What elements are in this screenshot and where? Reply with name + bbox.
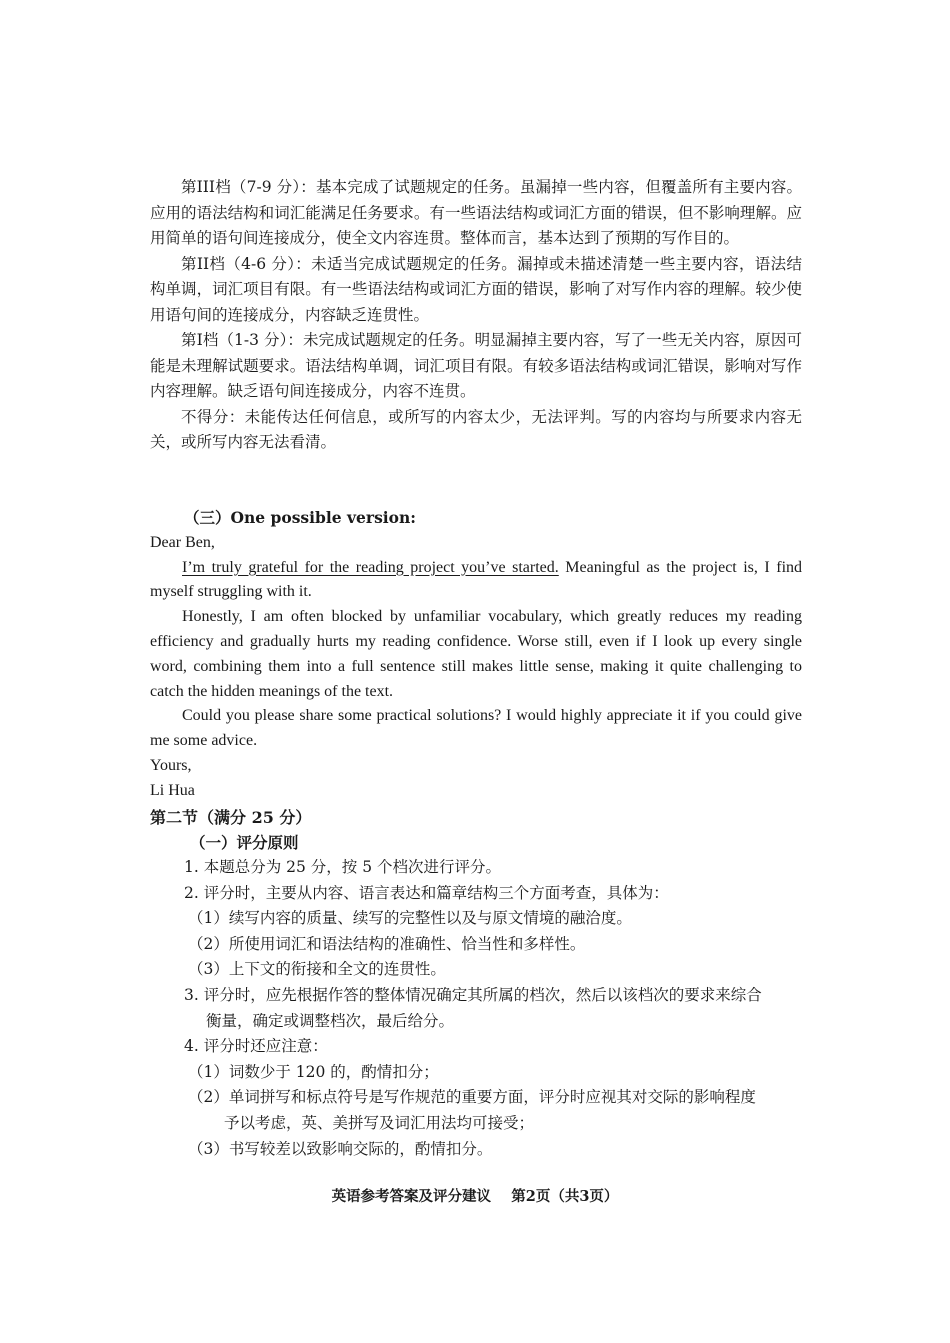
sample-heading: （三）One possible version:: [184, 508, 417, 527]
zero-score-description: 不得分：未能传达任何信息，或所写的内容太少，无法评判。写的内容均与所要求内容无关，或所写内容无法看清。: [150, 407, 802, 451]
level-1-description: 第I档（1-3 分）：未完成试题规定的任务。明显漏掉主要内容，写了一些无关内容，原因可能是未理解试题要求。语法结构单调，词汇项目有限。有较多语法结构或词汇错误，影响对写作内容理解。缺乏语句间连接成分，内容不连贯。: [150, 331, 802, 400]
section-2-title: 第二节（满分 25 分）: [150, 808, 312, 827]
rule-2-sub-3: （3）上下文的衔接和全文的连贯性。: [188, 960, 446, 979]
rule-2-sub-1: （1）续写内容的质量、续写的完整性以及与原文情境的融洽度。: [188, 909, 632, 928]
letter-closing: Yours,: [150, 756, 192, 774]
rule-4: 4. 评分时还应注意：: [184, 1037, 328, 1056]
paragraph-1-rest: Meaningful as the project is, I find myself struggling with it.: [150, 558, 803, 601]
rule-4-sub-2-line-2: 予以考虑，英、美拼写及词汇用法均可接受；: [224, 1113, 535, 1132]
letter-greeting: Dear Ben,: [150, 533, 215, 551]
letter-paragraph-2: Honestly, I am often blocked by unfamiliar vocabulary, which greatly reduces my reading efficiency and gradually hurts my reading confidence. Worse still, even if I look up every single word, combining them into a full sentence still makes little sense, making it quite challenging to catch the hidden meanings of the text.: [150, 608, 802, 700]
rule-2-sub-2: （2）所使用词汇和语法结构的准确性、恰当性和多样性。: [188, 934, 586, 953]
level-3-description: 第III档（7-9 分）：基本完成了试题规定的任务。虽漏掉一些内容，但覆盖所有主要内容。应用的语法结构和词汇能满足任务要求。有一些语法结构或词汇方面的错误，但不影响理解。应用简单的语句间连接成分，使全文内容连贯。整体而言，基本达到了预期的写作目的。: [150, 178, 802, 247]
letter-paragraph-3: Could you please share some practical solutions? I would highly appreciate it if you could give me some advice.: [150, 707, 802, 750]
rule-3-line-2: 衡量，确定或调整档次，最后给分。: [206, 1011, 455, 1030]
rule-4-sub-3: （3）书写较差以致影响交际的，酌情扣分。: [188, 1139, 493, 1158]
grading-levels: [150, 175, 802, 456]
page-footer: 英语参考答案及评分建议 第2页（共3页）: [331, 1188, 619, 1205]
rule-2: 2. 评分时，主要从内容、语言表达和篇章结构三个方面考查，具体为：: [184, 883, 669, 902]
rule-4-sub-1: （1）词数少于 120 的，酌情扣分；: [188, 1062, 439, 1081]
section-2-subtitle: （一）评分原则: [190, 833, 299, 852]
letter-paragraph-1: [150, 556, 802, 606]
underlined-sentence: I’m truly grateful for the reading project you’ve started.: [182, 558, 559, 576]
letter-signature: Li Hua: [150, 781, 195, 799]
rule-4-sub-2-line-1: （2）单词拼写和标点符号是写作规范的重要方面，评分时应视其对交际的影响程度: [188, 1088, 756, 1107]
section-2: [150, 805, 802, 1162]
sample-letter: [150, 506, 802, 804]
level-2-description: 第II档（4-6 分）：未适当完成试题规定的任务。漏掉或未描述清楚一些主要内容，语法结构单调，词汇项目有限。有一些语法结构或词汇方面的错误，影响了对写作内容的理解。较少使用语句间的连接成分，内容缺乏连贯性。: [150, 254, 802, 324]
rule-1: 1. 本题总分为 25 分，按 5 个档次进行评分。: [184, 858, 502, 876]
rule-3-line-1: 3. 评分时，应先根据作答的整体情况确定其所属的档次，然后以该档次的要求来综合: [184, 985, 762, 1004]
